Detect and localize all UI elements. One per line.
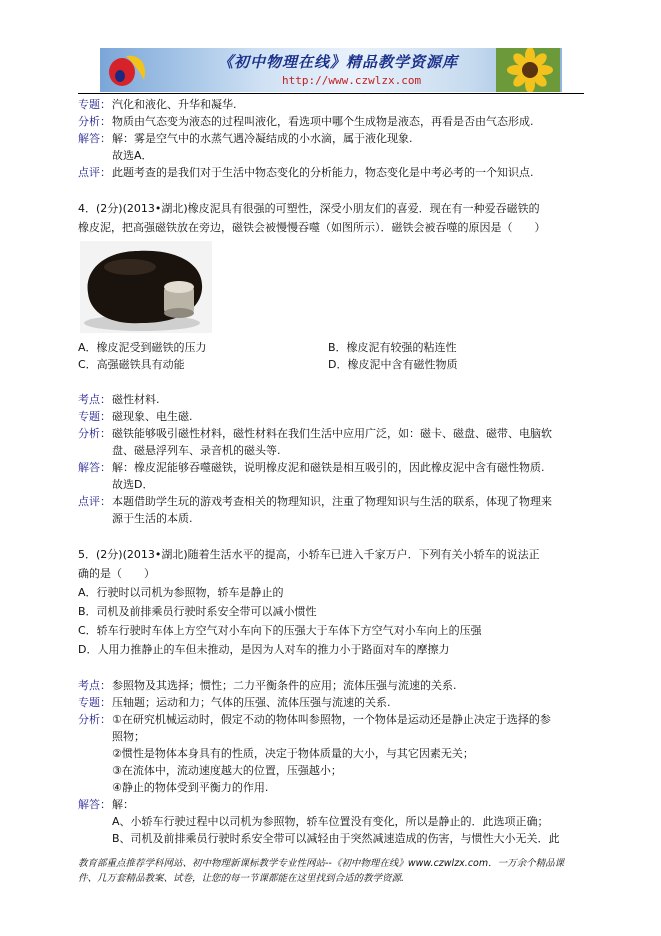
header-divider	[78, 93, 584, 94]
q3-topic: 专题： 汽化和液化、升华和凝华.	[78, 98, 237, 111]
q4-stem-line1: 4．(2分)(2013•湖北)橡皮泥具有很强的可塑性，深受小朋友们的喜爱．现在有一种爱吞磁铁的	[78, 202, 540, 215]
site-url[interactable]: http://www.czwlzx.com	[282, 74, 422, 87]
q4-knowledge-point: 考点： 磁性材料.	[78, 393, 160, 406]
page-footer	[78, 856, 588, 886]
q5-analysis: 分析： ①在研究机械运动时，假定不动的物体叫参照物，一个物体是运动还是静止决定于选择的参	[78, 713, 551, 726]
site-title: 《初中物理在线》精品教学资源库	[218, 53, 459, 71]
q4-option-d[interactable]: D．橡皮泥中含有磁性物质	[328, 358, 458, 371]
q4-stem-line2: 橡皮泥，把高强磁铁放在旁边，磁铁会被慢慢吞噬（如图所示）．磁铁会被吞噬的原因是（ ）	[78, 221, 546, 234]
q5-topic: 专题： 压轴题；运动和力；气体的压强、流体压强与流速的关系.	[78, 696, 391, 709]
q4-comment: 点评： 本题借助学生玩的游戏考查相关的物理知识，注重了物理知识与生活的联系，体现了物理来	[78, 495, 552, 508]
footer-line1: 教育部重点推荐学科网站、初中物理新课标教学专业性网站--《初中物理在线》www.czwlzx.com．一万余个精品课	[78, 858, 565, 869]
footer-line2: 件、几万套精品教案、试卷，让您的每一节课都能在这里找到合适的教学资源.	[78, 873, 405, 884]
q3-answer: 解答： 解：雾是空气中的水蒸气遇冷凝结成的小水滴，属于液化现象.	[78, 132, 413, 145]
q5-option-a[interactable]: A．行驶时以司机为参照物，轿车是静止的	[78, 586, 284, 599]
q5-analysis-3: ③在流体中，流动速度越大的位置，压强越小；	[112, 764, 342, 777]
q3-analysis: 分析： 物质由气态变为液态的过程叫液化，看选项中哪个生成物是液态，再看是否由气态形成.	[78, 115, 534, 128]
q5-option-c[interactable]: C．轿车行驶时车体上方空气对小车向下的压强大于车体下方空气对小车向上的压强	[78, 624, 482, 637]
q5-analysis-1-cont: 照物；	[112, 730, 145, 743]
q5-stem-line1: 5．(2分)(2013•湖北)随着生活水平的提高，小轿车已进入千家万户．下列有关小轿车的说法正	[78, 548, 540, 561]
q4-option-c[interactable]: C．高强磁铁具有动能	[78, 358, 185, 371]
site-logo-icon	[106, 50, 152, 90]
q4-comment-cont: 源于生活的本质.	[112, 512, 193, 525]
q4-answer: 解答： 解：橡皮泥能够吞噬磁铁，说明橡皮泥和磁铁是相互吸引的，因此橡皮泥中含有磁性物质.	[78, 461, 545, 474]
document-body	[78, 96, 588, 847]
q4-option-a[interactable]: A．橡皮泥受到磁铁的压力	[78, 341, 207, 354]
q4-option-b[interactable]: B．橡皮泥有较强的粘连性	[328, 341, 457, 354]
q4-options-row1	[78, 339, 588, 356]
q5-analysis-2: ②惯性是物体本身具有的性质，决定于物体质量的大小，与其它因素无关；	[112, 747, 474, 760]
q4-answer-choice: 故选D．	[112, 478, 154, 491]
q3-comment: 点评： 此题考查的是我们对于生活中物态变化的分析能力，物态变化是中考必考的一个知识点.	[78, 166, 534, 179]
q3-answer-choice: 故选A．	[112, 149, 153, 162]
q5-analysis-4: ④静止的物体受到平衡力的作用.	[112, 781, 269, 794]
q5-answer-b: B、司机及前排乘员行驶时系安全带可以减轻由于突然减速造成的伤害，与惯性大小无关．此	[112, 832, 560, 845]
q5-answer-a: A、小轿车行驶过程中以司机为参照物，轿车位置没有变化，所以是静止的．此选项正确；	[112, 815, 549, 828]
q5-knowledge-point: 考点： 参照物及其选择；惯性；二力平衡条件的应用；流体压强与流速的关系.	[78, 679, 457, 692]
q4-analysis-cont: 盘、磁悬浮列车、录音机的磁头等.	[112, 444, 281, 457]
q5-stem-line2: 确的是（ ）	[78, 567, 155, 580]
header-banner	[100, 48, 562, 92]
q5-option-b[interactable]: B．司机及前排乘员行驶时系安全带可以减小惯性	[78, 605, 317, 618]
q5-answer: 解答： 解：	[78, 798, 134, 811]
putty-magnet-photo	[80, 241, 212, 333]
q5-option-d[interactable]: D．人用力推静止的车但未推动，是因为人对车的推力小于路面对车的摩擦力	[78, 643, 450, 656]
sunflower-icon	[496, 48, 560, 92]
q4-analysis: 分析： 磁铁能够吸引磁性材料，磁性材料在我们生活中应用广泛，如：磁卡、磁盘、磁带、电脑软	[78, 427, 552, 440]
q4-options-row2	[78, 356, 588, 373]
q4-topic: 专题： 磁现象、电生磁.	[78, 410, 193, 423]
